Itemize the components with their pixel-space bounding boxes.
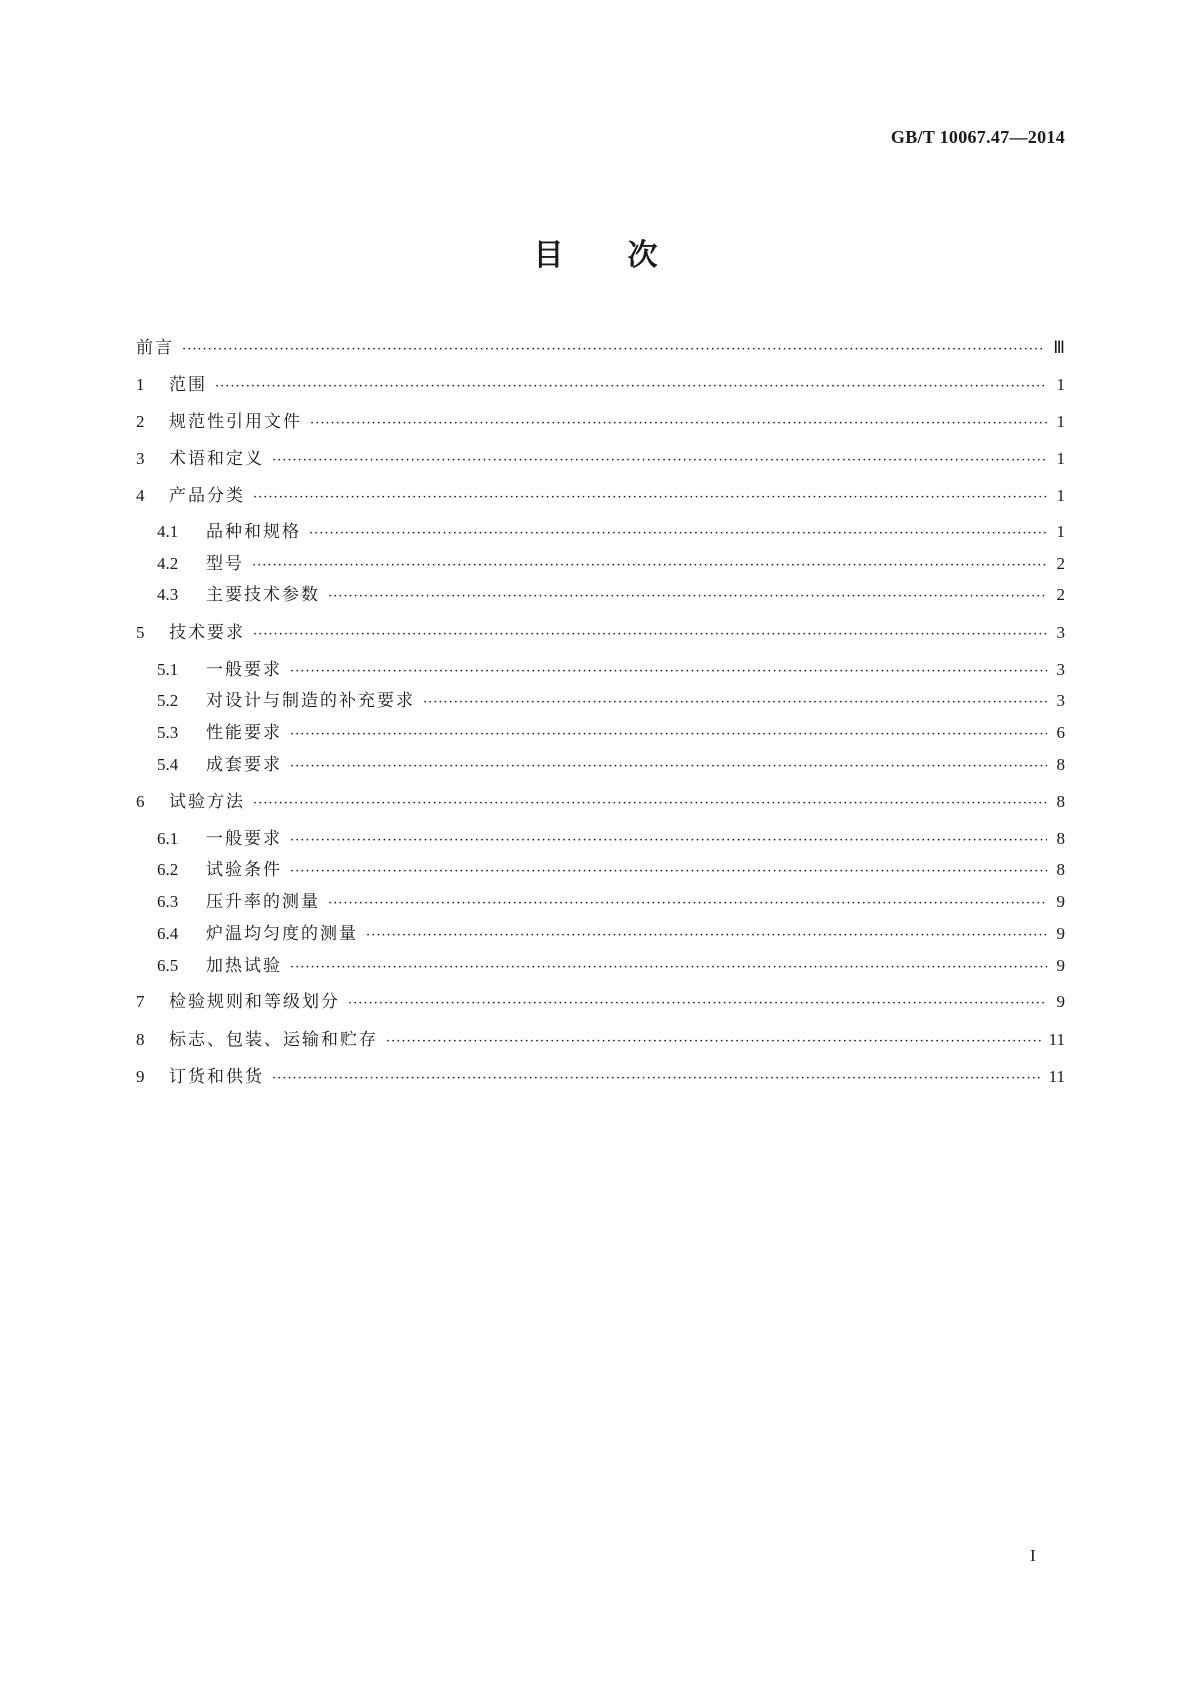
- toc-entry-number: 4.3: [157, 585, 179, 604]
- toc-entry-label: 术语和定义: [169, 449, 264, 469]
- toc-entry-number: 6.1: [157, 829, 179, 848]
- toc-leader-dots: [290, 759, 1047, 774]
- toc-leader-dots: [253, 627, 1047, 642]
- toc-leader-dots: [310, 416, 1047, 431]
- toc-entry-label: 加热试验: [206, 956, 282, 976]
- toc-entry-page: 8: [1056, 792, 1065, 811]
- toc-entry-label: 标志、包装、运输和贮存: [169, 1030, 378, 1050]
- toc-leader-dots: [348, 996, 1047, 1011]
- toc-entry-page: Ⅲ: [1053, 338, 1065, 357]
- toc-entry[interactable]: [136, 750, 1065, 775]
- toc-entry-label: 对设计与制造的补充要求: [206, 691, 415, 711]
- toc-entry-label: 检验规则和等级划分: [169, 992, 340, 1012]
- toc-entry-page: 2: [1056, 585, 1065, 604]
- toc-leader-dots: [423, 695, 1047, 710]
- page-number: I: [1030, 1546, 1036, 1565]
- toc-leader-dots: [272, 1071, 1041, 1086]
- toc-entry-label: 炉温均匀度的测量: [206, 924, 358, 944]
- toc-entry-label: 范围: [169, 375, 207, 395]
- title-char: 次: [627, 238, 658, 273]
- toc-entry[interactable]: [136, 517, 1065, 542]
- toc-entry-number: 5.1: [157, 660, 179, 679]
- toc-entry-label: 产品分类: [169, 486, 245, 506]
- toc-entry[interactable]: [136, 718, 1065, 743]
- toc-entry-number: 2: [136, 412, 145, 431]
- toc-leader-dots: [272, 453, 1047, 468]
- toc-leader-dots: [366, 928, 1047, 943]
- toc-entry-page: 9: [1056, 992, 1065, 1011]
- toc-entry[interactable]: [136, 444, 1065, 469]
- toc-leader-dots: [253, 796, 1047, 811]
- toc-entry-number: 5: [136, 623, 145, 642]
- toc-entry[interactable]: [136, 1062, 1065, 1087]
- toc-entry-page: 9: [1056, 956, 1065, 975]
- toc-entry-label: 一般要求: [206, 829, 282, 849]
- toc-entry-page: 6: [1056, 723, 1065, 742]
- toc-entry-label: 一般要求: [206, 660, 282, 680]
- toc-entry-number: 5.4: [157, 755, 179, 774]
- toc-leader-dots: [290, 960, 1047, 975]
- toc-entry-page: 1: [1056, 375, 1065, 394]
- toc-entry-number: 6.3: [157, 892, 179, 911]
- toc-entry[interactable]: [136, 655, 1065, 680]
- title-char: 目: [533, 238, 564, 273]
- toc-entry-label: 试验方法: [169, 792, 245, 812]
- toc-entry[interactable]: [136, 951, 1065, 976]
- toc-leader-dots: [328, 896, 1047, 911]
- toc-entry-page: 8: [1056, 860, 1065, 879]
- toc-entry-number: 5.2: [157, 691, 179, 710]
- toc-entry-number: 8: [136, 1030, 145, 1049]
- toc-leader-dots: [252, 558, 1047, 573]
- toc-entry-page: 1: [1056, 522, 1065, 541]
- toc-leader-dots: [290, 833, 1047, 848]
- toc-entry[interactable]: [136, 686, 1065, 711]
- toc-entry-number: 7: [136, 992, 145, 1011]
- toc-entry-label: 技术要求: [169, 623, 245, 643]
- toc-entry[interactable]: [136, 855, 1065, 880]
- toc-entry-label: 品种和规格: [206, 522, 301, 542]
- toc-leader-dots: [290, 664, 1047, 679]
- toc-leader-dots: [328, 589, 1047, 604]
- page-title: [0, 230, 1191, 274]
- toc-entry-number: 4.1: [157, 522, 179, 541]
- toc-leader-dots: [215, 379, 1047, 394]
- toc-entry-page: 2: [1056, 554, 1065, 573]
- toc-leader-dots: [386, 1034, 1041, 1049]
- toc-entry[interactable]: [136, 580, 1065, 605]
- toc-entry-page: 1: [1056, 449, 1065, 468]
- toc-entry-number: 1: [136, 375, 145, 394]
- toc-leader-dots: [290, 727, 1047, 742]
- toc-entry-label: 成套要求: [206, 755, 282, 775]
- toc-entry-number: 4.2: [157, 554, 179, 573]
- toc-entry-label: 前言: [136, 338, 174, 358]
- toc-entry-label: 主要技术参数: [206, 585, 320, 605]
- toc-entry-page: 3: [1056, 623, 1065, 642]
- toc-entry-page: 9: [1056, 892, 1065, 911]
- toc-entry-page: 9: [1056, 924, 1065, 943]
- toc-entry-number: 6.5: [157, 956, 179, 975]
- toc-entry-page: 3: [1056, 691, 1065, 710]
- toc-entry[interactable]: [136, 787, 1065, 812]
- toc-entry[interactable]: [136, 987, 1065, 1012]
- toc-entry-page: 3: [1056, 660, 1065, 679]
- toc-entry-page: 1: [1056, 412, 1065, 431]
- toc-entry-label: 规范性引用文件: [169, 412, 302, 432]
- toc-leader-dots: [309, 526, 1047, 541]
- toc-entry-number: 9: [136, 1067, 145, 1086]
- toc-entry[interactable]: [136, 1025, 1065, 1050]
- toc-entry-label: 型号: [206, 554, 244, 574]
- toc-leader-dots: [290, 864, 1047, 879]
- toc-leader-dots: [182, 342, 1045, 357]
- toc-entry[interactable]: [136, 887, 1065, 912]
- toc-entry-label: 试验条件: [206, 860, 282, 880]
- standard-number: GB/T 10067.47—2014: [890, 127, 1065, 147]
- toc-entry-number: 6.4: [157, 924, 179, 943]
- toc-entry-page: 8: [1056, 755, 1065, 774]
- toc-entry-page: 8: [1056, 829, 1065, 848]
- toc-entry-page: 1: [1056, 486, 1065, 505]
- toc-leader-dots: [253, 490, 1047, 505]
- toc-entry-label: 性能要求: [206, 723, 282, 743]
- toc-entry-page: 11: [1048, 1067, 1065, 1086]
- toc-entry-number: 4: [136, 486, 145, 505]
- toc-entry[interactable]: [136, 333, 1065, 358]
- toc-entry[interactable]: [136, 549, 1065, 574]
- toc-entry-page: 11: [1048, 1030, 1065, 1049]
- toc-entry-number: 6.2: [157, 860, 179, 879]
- toc-entry[interactable]: [136, 481, 1065, 506]
- toc-entry-label: 压升率的测量: [206, 892, 320, 912]
- toc-entry[interactable]: [136, 824, 1065, 849]
- toc-entry[interactable]: [136, 407, 1065, 432]
- toc-entry-label: 订货和供货: [169, 1067, 264, 1087]
- toc-entry[interactable]: [136, 370, 1065, 395]
- toc-entry-number: 3: [136, 449, 145, 468]
- toc-entry[interactable]: [136, 919, 1065, 944]
- toc-entry-number: 6: [136, 792, 145, 811]
- toc-entry[interactable]: [136, 618, 1065, 643]
- toc-entry-number: 5.3: [157, 723, 179, 742]
